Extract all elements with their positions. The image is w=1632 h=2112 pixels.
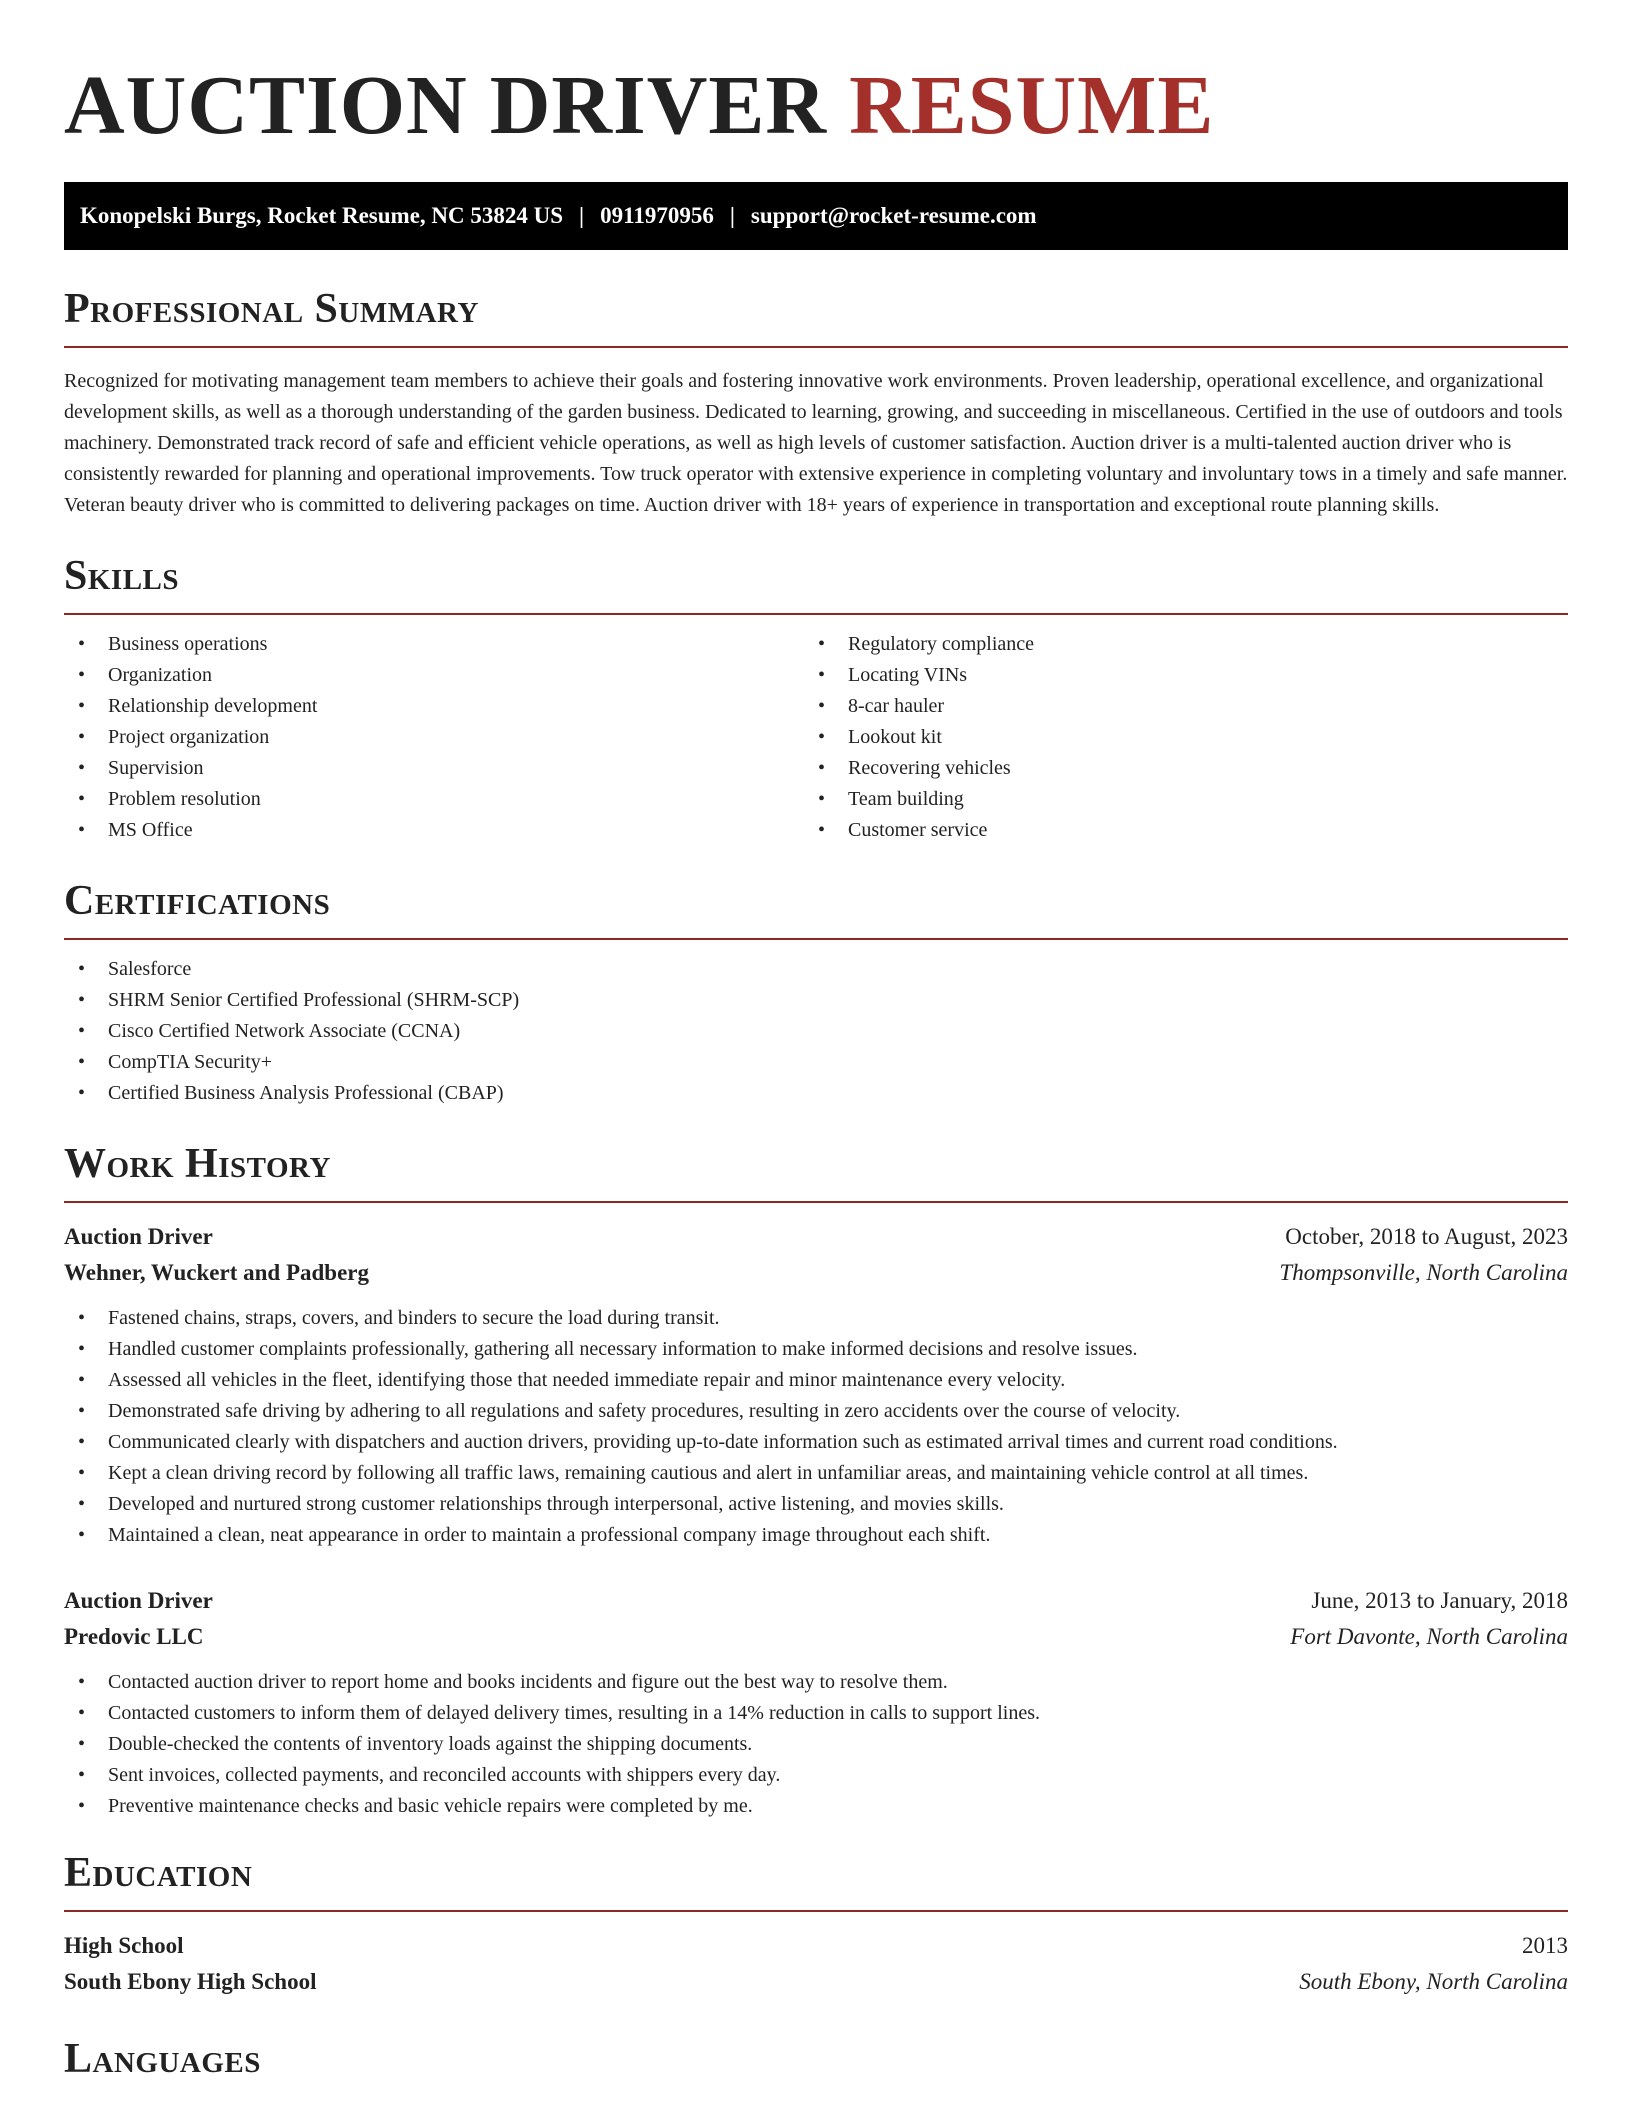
list-item-text: Developed and nurtured strong customer relationships through interpersonal, active listening, and movies skills. — [108, 1493, 1004, 1515]
certifications-heading: Certifications — [64, 878, 331, 924]
list-item-text: Contacted customers to inform them of delayed delivery times, resulting in a 14% reduction in calls to support lines. — [108, 1702, 1041, 1724]
title-accent: RESUME — [849, 59, 1215, 152]
job-duties-list — [64, 1303, 1568, 1551]
contact-email: support@rocket-resume.com — [750, 203, 1037, 228]
bullet-icon: • — [78, 1431, 86, 1453]
list-item-text: Problem resolution — [108, 788, 261, 810]
list-item — [64, 722, 804, 753]
list-item-text: MS Office — [108, 819, 193, 841]
skills-section — [64, 555, 1568, 846]
bullet-icon: • — [78, 695, 86, 717]
list-item-text: Fastened chains, straps, covers, and binders to secure the load during transit. — [108, 1307, 720, 1329]
list-item-text: Salesforce — [108, 958, 192, 980]
summary-heading: Professional Summary — [64, 286, 479, 332]
list-item-text: Project organization — [108, 726, 270, 748]
section-divider — [64, 1910, 1568, 1912]
list-item-text: Lookout kit — [848, 726, 942, 748]
list-item-text: Business operations — [108, 633, 268, 655]
bullet-icon: • — [78, 989, 86, 1011]
list-item — [64, 753, 804, 784]
bullet-icon: • — [78, 1733, 86, 1755]
list-item-text: Regulatory compliance — [848, 633, 1035, 655]
summary-section — [64, 288, 1568, 521]
contact-separator: | — [579, 203, 585, 228]
list-item-text: Team building — [848, 788, 964, 810]
bullet-icon: • — [78, 1462, 86, 1484]
bullet-icon: • — [818, 664, 826, 686]
job-entry — [64, 1583, 1568, 1822]
section-divider — [64, 938, 1568, 940]
list-item — [804, 815, 1544, 846]
bullet-icon: • — [78, 1020, 86, 1042]
title-main: AUCTION DRIVER — [64, 59, 828, 152]
list-item-text: Maintained a clean, neat appearance in order to maintain a professional company image throughout each shift. — [108, 1524, 991, 1546]
list-item — [64, 1016, 1568, 1047]
bullet-icon: • — [78, 958, 86, 980]
languages-section — [64, 2038, 1568, 2080]
list-item — [64, 691, 804, 722]
contact-separator: | — [729, 203, 735, 228]
bullet-icon: • — [78, 726, 86, 748]
bullet-icon: • — [78, 1795, 86, 1817]
bullet-icon: • — [78, 757, 86, 779]
list-item — [64, 1334, 1568, 1365]
list-item — [64, 1427, 1568, 1458]
bullet-icon: • — [818, 695, 826, 717]
job-title-row — [64, 1583, 1568, 1619]
list-item — [804, 722, 1544, 753]
list-item-text: Handled customer complaints professionally, gathering all necessary information to make informed decisions and resolve issues. — [108, 1338, 1138, 1360]
list-item — [64, 1047, 1568, 1078]
list-item — [64, 1396, 1568, 1427]
work-history-section — [64, 1143, 1568, 1822]
certifications-section — [64, 880, 1568, 1109]
contact-address: Konopelski Burgs, Rocket Resume, NC 53824 US — [80, 203, 564, 228]
list-item — [64, 1698, 1568, 1729]
skills-grid — [64, 629, 1568, 846]
bullet-icon: • — [78, 1702, 86, 1724]
list-item — [64, 1303, 1568, 1334]
job-title: Auction Driver — [64, 1588, 213, 1613]
education-year: 2013 — [1522, 1933, 1568, 1958]
list-item-text: Organization — [108, 664, 213, 686]
list-item — [64, 985, 1568, 1016]
contact-bar — [64, 182, 1568, 250]
list-item-text: CompTIA Security+ — [108, 1051, 273, 1073]
list-item-text: 8-car hauler — [848, 695, 945, 717]
list-item — [64, 1078, 1568, 1109]
job-company: Predovic LLC — [64, 1624, 204, 1649]
job-duties-list — [64, 1667, 1568, 1822]
education-heading: Education — [64, 1850, 253, 1896]
bullet-icon: • — [818, 788, 826, 810]
job-company-row — [64, 1619, 1568, 1655]
list-item — [64, 784, 804, 815]
skills-list-left — [64, 629, 804, 846]
list-item — [64, 1667, 1568, 1698]
contact-phone: 0911970956 — [600, 203, 714, 228]
section-divider — [64, 346, 1568, 348]
work-history-heading: Work History — [64, 1141, 331, 1187]
bullet-icon: • — [78, 1671, 86, 1693]
job-location: Thompsonville, North Carolina — [1279, 1260, 1568, 1285]
section-divider — [64, 1201, 1568, 1203]
list-item — [64, 815, 804, 846]
job-dates: June, 2013 to January, 2018 — [1311, 1588, 1568, 1613]
languages-heading: Languages — [64, 2036, 261, 2082]
list-item-text: Certified Business Analysis Professional (CBAP) — [108, 1082, 504, 1104]
bullet-icon: • — [78, 1493, 86, 1515]
list-item — [64, 1489, 1568, 1520]
bullet-icon: • — [78, 633, 86, 655]
skills-heading: Skills — [64, 553, 180, 599]
job-company-row — [64, 1255, 1568, 1291]
list-item — [804, 691, 1544, 722]
list-item — [804, 660, 1544, 691]
list-item — [64, 1791, 1568, 1822]
list-item — [64, 660, 804, 691]
list-item-text: Cisco Certified Network Associate (CCNA) — [108, 1020, 461, 1042]
list-item-text: Customer service — [848, 819, 988, 841]
job-location: Fort Davonte, North Carolina — [1290, 1624, 1568, 1649]
bullet-icon: • — [78, 1051, 86, 1073]
list-item — [804, 753, 1544, 784]
bullet-icon: • — [818, 726, 826, 748]
bullet-icon: • — [818, 633, 826, 655]
list-item-text: Double-checked the contents of inventory loads against the shipping documents. — [108, 1733, 753, 1755]
summary-text: Recognized for motivating management team members to achieve their goals and fostering innovative work environments. Proven leadership, operational excellence, and organizational development skills, as well as a thorough understanding of the garden business. Dedicated to learning, growing, and succeeding in miscellaneous. Certified in the use of outdoors and tools machinery. Demonstrated track record of safe and efficient vehicle operations, as well as high levels of customer satisfaction. Auction driver is a multi-talented auction driver who is consistently rewarded for planning and operational improvements. Tow truck operator with extensive experience in completing voluntary and involuntary tows in a timely and safe manner. Veteran beauty driver who is committed to delivering packages on time. Auction driver with 18+ years of experience in transportation and exceptional route planning skills. — [64, 370, 1568, 516]
list-item-text: Supervision — [108, 757, 204, 779]
list-item — [64, 629, 804, 660]
list-item — [64, 1729, 1568, 1760]
education-degree: High School — [64, 1933, 184, 1958]
bullet-icon: • — [78, 664, 86, 686]
resume-title — [64, 59, 1568, 152]
list-item-text: Kept a clean driving record by following all traffic laws, remaining cautious and alert in unfamiliar areas, and maintaining vehicle control at all times. — [108, 1462, 1309, 1484]
job-title-row — [64, 1219, 1568, 1255]
education-entry — [64, 1928, 1568, 2000]
list-item-text: Sent invoices, collected payments, and reconciled accounts with shippers every day. — [108, 1764, 781, 1786]
certifications-list — [64, 954, 1568, 1109]
list-item-text: Assessed all vehicles in the fleet, identifying those that needed immediate repair and minor maintenance every velocity. — [108, 1369, 1066, 1391]
list-item — [64, 1760, 1568, 1791]
job-entry — [64, 1219, 1568, 1551]
education-degree-row — [64, 1928, 1568, 1964]
bullet-icon: • — [78, 788, 86, 810]
job-title: Auction Driver — [64, 1224, 213, 1249]
section-divider — [64, 613, 1568, 615]
bullet-icon: • — [78, 819, 86, 841]
list-item — [64, 1365, 1568, 1396]
bullet-icon: • — [78, 1524, 86, 1546]
education-section — [64, 1852, 1568, 2000]
job-company: Wehner, Wuckert and Padberg — [64, 1260, 369, 1285]
list-item — [804, 629, 1544, 660]
list-item-text: Relationship development — [108, 695, 318, 717]
list-item-text: SHRM Senior Certified Professional (SHRM-SCP) — [108, 989, 520, 1011]
bullet-icon: • — [78, 1369, 86, 1391]
list-item-text: Contacted auction driver to report home and books incidents and figure out the best way to resolve them. — [108, 1671, 948, 1693]
list-item — [64, 1458, 1568, 1489]
bullet-icon: • — [78, 1307, 86, 1329]
bullet-icon: • — [78, 1338, 86, 1360]
education-school-row — [64, 1964, 1568, 2000]
bullet-icon: • — [78, 1400, 86, 1422]
education-school: South Ebony High School — [64, 1969, 317, 1994]
job-dates: October, 2018 to August, 2023 — [1285, 1224, 1568, 1249]
bullet-icon: • — [78, 1082, 86, 1104]
list-item-text: Demonstrated safe driving by adhering to all regulations and safety procedures, resulting in zero accidents over the course of velocity. — [108, 1400, 1181, 1422]
list-item-text: Recovering vehicles — [848, 757, 1011, 779]
skills-list-right — [804, 629, 1544, 846]
list-item — [64, 1520, 1568, 1551]
list-item-text: Communicated clearly with dispatchers and auction drivers, providing up-to-date information such as estimated arrival times and current road conditions. — [108, 1431, 1338, 1453]
list-item — [64, 954, 1568, 985]
list-item-text: Locating VINs — [848, 664, 968, 686]
list-item-text: Preventive maintenance checks and basic vehicle repairs were completed by me. — [108, 1795, 753, 1817]
list-item — [804, 784, 1544, 815]
bullet-icon: • — [78, 1764, 86, 1786]
education-location: South Ebony, North Carolina — [1299, 1969, 1568, 1994]
bullet-icon: • — [818, 757, 826, 779]
bullet-icon: • — [818, 819, 826, 841]
